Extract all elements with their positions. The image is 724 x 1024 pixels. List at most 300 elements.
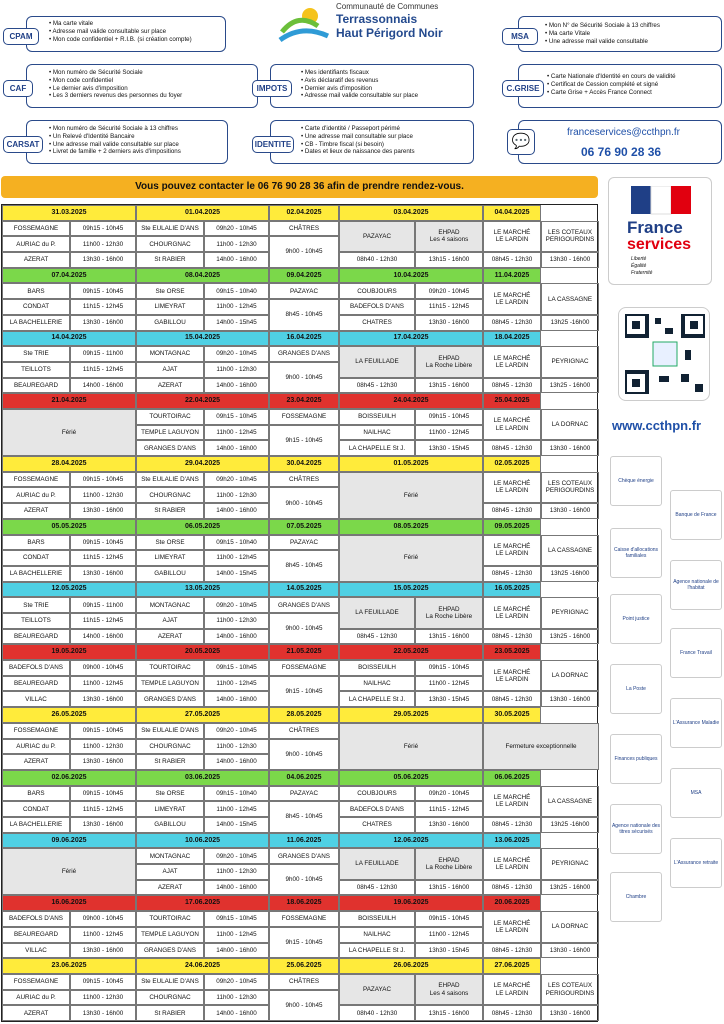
partner-caf: Caisse d'allocations familiales <box>610 528 662 578</box>
commune-cell: BADEFOLS D'ANS <box>2 911 70 927</box>
time-cell: 14h00 - 15h45 <box>204 566 269 582</box>
date-header: 25.06.2025 <box>269 958 339 974</box>
commune-cell: BEAUREGARD <box>2 676 70 692</box>
commune-cell: LA BACHELLERIE <box>2 566 70 582</box>
commune-cell: CHÂTRES <box>269 974 339 990</box>
date-header: 13.05.2025 <box>136 582 269 598</box>
date-header: 10.04.2025 <box>339 268 483 284</box>
date-header: 29.04.2025 <box>136 456 269 472</box>
schedule-table <box>1 204 598 1022</box>
time-cell: 09h20 - 10h45 <box>204 974 269 990</box>
cgrise-item: • Carte Nationale d'Identité en cours de validité <box>547 73 721 81</box>
cell-line: LA DORNAC <box>551 672 589 680</box>
friday-place-cell <box>541 911 599 942</box>
date-header: 08.05.2025 <box>339 519 483 535</box>
impots-item: • Dernier avis d'imposition <box>301 85 473 93</box>
market-cell <box>483 848 541 879</box>
commune-cell: CONDAT <box>2 550 70 566</box>
time-cell: 11h00 - 12h30 <box>204 613 269 629</box>
partner-cheque-energie: Chèque énergie <box>610 456 662 506</box>
label-cgrise: C.GRISE <box>502 80 544 97</box>
commune-cell: MONTAGNAC <box>136 597 204 613</box>
date-header: 21.05.2025 <box>269 644 339 660</box>
appointment-banner: Vous pouvez contacter le 06 76 90 28 36 afin de prendre rendez-vous. <box>1 176 598 198</box>
date-header: 18.06.2025 <box>269 895 339 911</box>
partner-banque-de-france: Banque de France <box>670 490 722 540</box>
time-cell: 13h30 - 16h00 <box>70 566 136 582</box>
time-cell: 9h00 - 10h45 <box>269 864 339 895</box>
friday-place-cell <box>541 786 599 817</box>
time-cell: 14h00 - 16h00 <box>204 1005 269 1021</box>
time-cell: 08h45 - 12h30 <box>483 315 541 331</box>
time-cell: 14h00 - 16h00 <box>204 629 269 645</box>
time-cell: 11h00 - 12h45 <box>204 550 269 566</box>
motto-1: Liberté <box>631 256 647 262</box>
date-header: 11.06.2025 <box>269 833 339 849</box>
commune-cell: BEAUREGARD <box>2 378 70 394</box>
cell-line: LE MARCHÉ <box>493 794 531 802</box>
label-identite: IDENTITE <box>252 136 294 153</box>
commune-cell: BADEFOLS D'ANS <box>2 660 70 676</box>
time-cell: 13h25 -16h00 <box>541 566 599 582</box>
time-cell: 09h15 - 10h40 <box>204 786 269 802</box>
time-cell: 9h00 - 10h45 <box>269 739 339 770</box>
ehpad-cell <box>415 221 483 252</box>
time-cell: 9h00 - 10h45 <box>269 362 339 393</box>
cell-line: LE MARCHÉ <box>493 291 531 299</box>
commune-cell: FOSSEMAGNE <box>2 472 70 488</box>
time-cell: 9h15 - 10h45 <box>269 676 339 707</box>
time-cell: 09h15 - 10h45 <box>415 409 483 425</box>
time-cell: 09h20 - 10h45 <box>204 848 269 864</box>
date-header: 24.04.2025 <box>339 393 483 409</box>
cell-line: PEYRIGNAC <box>551 609 589 617</box>
time-cell: 08h45 - 12h30 <box>483 880 541 896</box>
date-header: 15.04.2025 <box>136 331 269 347</box>
label-impots: IMPOTS <box>252 80 292 97</box>
time-cell: 09h15 - 10h45 <box>70 283 136 299</box>
date-header: 04.04.2025 <box>483 205 541 221</box>
msa-item: • Une adresse mail valide consultable <box>545 38 721 46</box>
cell-line: LE MARCHÉ <box>493 668 531 676</box>
friday-place-cell <box>541 848 599 879</box>
time-cell: 09h15 - 11h00 <box>70 346 136 362</box>
time-cell: 13h30 - 16h00 <box>415 315 483 331</box>
commune-cell: AURIAC du P. <box>2 236 70 252</box>
date-header: 22.04.2025 <box>136 393 269 409</box>
date-header: 07.04.2025 <box>2 268 136 284</box>
time-cell: 13h30 - 16h00 <box>541 1005 599 1021</box>
friday-place-cell <box>541 409 599 440</box>
cell-line: EHPAD <box>438 605 460 613</box>
time-cell: 11h00 - 12h30 <box>204 362 269 378</box>
cell-line: LE MARCHÉ <box>493 480 531 488</box>
time-cell: 09h15 - 10h45 <box>70 535 136 551</box>
commune-cell: COUBJOURS <box>339 786 415 802</box>
caf-item: • Le dernier avis d'imposition <box>49 85 257 93</box>
commune-cell: GRANGES D'ANS <box>136 691 204 707</box>
carsat-item: • Un Relevé d'Identité Bancaire <box>49 133 227 141</box>
date-header: 02.06.2025 <box>2 770 136 786</box>
commune-cell: CHATRES <box>339 315 415 331</box>
time-cell: 11h00 - 12h30 <box>70 990 136 1006</box>
time-cell: 13h30 - 16h00 <box>70 754 136 770</box>
commune-cell: FOSSEMAGNE <box>269 409 339 425</box>
time-cell: 11h00 - 12h30 <box>204 487 269 503</box>
commune-cell: AURIAC du P. <box>2 739 70 755</box>
date-header: 19.06.2025 <box>339 895 483 911</box>
time-cell: 09h20 - 10h45 <box>204 346 269 362</box>
identite-item: • Dates et lieux de naissance des parents <box>301 148 473 156</box>
time-cell: 08h40 - 12h30 <box>339 252 415 268</box>
time-cell: 09h15 - 10h45 <box>70 723 136 739</box>
time-cell: 9h00 - 10h45 <box>269 990 339 1021</box>
time-cell: 14h00 - 16h00 <box>204 880 269 896</box>
time-cell: 13h30 - 15h45 <box>415 440 483 456</box>
time-cell: 09h15 - 10h45 <box>70 974 136 990</box>
identite-item: • Une adresse mail consultable sur place <box>301 133 473 141</box>
commune-cell: PAZAYAC <box>339 221 415 252</box>
caf-item: • Mon numéro de Sécurité Sociale <box>49 69 257 77</box>
friday-place-cell <box>541 660 599 691</box>
date-header: 11.04.2025 <box>483 268 541 284</box>
label-cpam: CPAM <box>3 28 39 45</box>
time-cell: 09h15 - 10h45 <box>415 911 483 927</box>
commune-cell: TEILLOTS <box>2 362 70 378</box>
partner-finances-publiques: Finances publiques <box>610 734 662 784</box>
date-header: 23.05.2025 <box>483 644 541 660</box>
date-header: 30.05.2025 <box>483 707 541 723</box>
marianne-icon <box>631 186 691 216</box>
time-cell: 13h25 - 16h00 <box>541 629 599 645</box>
cell-line: LE LARDIN <box>495 926 529 934</box>
time-cell: 14h00 - 16h00 <box>204 503 269 519</box>
date-header: 16.06.2025 <box>2 895 136 911</box>
cell-line: LE MARCHÉ <box>493 919 531 927</box>
time-cell: 11h00 - 12h45 <box>415 927 483 943</box>
cell-line: LA DORNAC <box>551 923 589 931</box>
cell-line: LE MARCHÉ <box>493 605 531 613</box>
commune-cell: PAZAYAC <box>339 974 415 1005</box>
commune-cell: AZERAT <box>2 1005 70 1021</box>
date-header: 04.06.2025 <box>269 770 339 786</box>
cpam-item: • Mon code confidentiel + R.I.B. (si création compte) <box>49 36 225 44</box>
time-cell: 11h00 - 12h45 <box>415 425 483 441</box>
time-cell: 11h00 - 12h45 <box>204 801 269 817</box>
commune-cell: GRANGES D'ANS <box>136 943 204 959</box>
holiday-cell: Férié <box>2 848 136 895</box>
cell-line: LE MARCHÉ <box>493 982 531 990</box>
carsat-item: • Livret de famille + 2 derniers avis d'impositions <box>49 148 227 156</box>
commune-cell: BEAUREGARD <box>2 927 70 943</box>
commune-cell: TOURTOIRAC <box>136 660 204 676</box>
commune-cell: TEMPLE LAGUYON <box>136 927 204 943</box>
box-impots <box>270 64 474 108</box>
time-cell: 11h00 - 12h30 <box>204 236 269 252</box>
commune-cell: AZERAT <box>136 629 204 645</box>
friday-place-cell <box>541 221 599 252</box>
community-logo <box>278 2 448 46</box>
sunflower-logo-icon <box>278 2 332 46</box>
france-services-line2: services <box>627 236 692 253</box>
website-link[interactable]: www.ccthpn.fr <box>612 418 702 433</box>
cell-line: LE LARDIN <box>495 864 529 872</box>
commune-cell: PAZAYAC <box>269 786 339 802</box>
date-header: 06.05.2025 <box>136 519 269 535</box>
commune-cell: BARS <box>2 283 70 299</box>
date-header: 10.06.2025 <box>136 833 269 849</box>
time-cell: 09h15 - 10h45 <box>415 660 483 676</box>
time-cell: 08h45 - 12h30 <box>483 503 541 519</box>
commune-cell: FOSSEMAGNE <box>2 723 70 739</box>
date-header: 01.05.2025 <box>339 456 483 472</box>
time-cell: 09h15 - 10h45 <box>204 660 269 676</box>
time-cell: 08h45 - 12h30 <box>483 252 541 268</box>
time-cell: 13h25 - 16h00 <box>541 378 599 394</box>
cell-line: LE LARDIN <box>495 487 529 495</box>
time-cell: 11h00 - 12h30 <box>70 739 136 755</box>
date-header: 23.06.2025 <box>2 958 136 974</box>
time-cell: 14h00 - 16h00 <box>204 754 269 770</box>
box-cpam <box>26 16 226 52</box>
market-cell <box>483 221 541 252</box>
time-cell: 9h00 - 10h45 <box>269 236 339 267</box>
time-cell: 11h15 - 12h45 <box>70 299 136 315</box>
time-cell: 13h15 - 16h00 <box>415 378 483 394</box>
time-cell: 14h00 - 16h00 <box>204 943 269 959</box>
ehpad-cell <box>415 974 483 1005</box>
time-cell: 9h15 - 10h45 <box>269 927 339 958</box>
commune-cell: AJAT <box>136 362 204 378</box>
commune-cell: LA BACHELLERIE <box>2 817 70 833</box>
date-header: 26.06.2025 <box>339 958 483 974</box>
commune-cell: Ste TRIE <box>2 346 70 362</box>
commune-cell: PAZAYAC <box>269 283 339 299</box>
time-cell: 13h30 - 15h45 <box>415 691 483 707</box>
cell-line: LE LARDIN <box>495 424 529 432</box>
time-cell: 14h00 - 16h00 <box>204 691 269 707</box>
identite-item: • CB - Timbre fiscal (si besoin) <box>301 141 473 149</box>
commune-cell: MONTAGNAC <box>136 848 204 864</box>
commune-cell: CHOURGNAC <box>136 236 204 252</box>
cell-line: LE MARCHÉ <box>493 229 531 237</box>
time-cell: 11h15 - 12h45 <box>70 801 136 817</box>
commune-cell: Ste TRIE <box>2 597 70 613</box>
time-cell: 11h00 - 12h30 <box>204 864 269 880</box>
time-cell: 11h00 - 12h45 <box>204 927 269 943</box>
market-cell <box>483 346 541 377</box>
cgrise-item: • Carte Grise + Accès France Connect <box>547 89 721 97</box>
commune-cell: NAILHAC <box>339 927 415 943</box>
commune-cell: Ste EULALIE D'ANS <box>136 472 204 488</box>
contact-email[interactable]: franceservices@ccthpn.fr <box>567 127 680 138</box>
carsat-item: • Une adresse mail valide consultable sur place <box>49 141 227 149</box>
time-cell: 13h30 - 16h00 <box>70 1005 136 1021</box>
commune-cell: AJAT <box>136 864 204 880</box>
date-header: 20.06.2025 <box>483 895 541 911</box>
commune-cell: CHOURGNAC <box>136 739 204 755</box>
time-cell: 14h00 - 16h00 <box>204 378 269 394</box>
cell-line: La Roche Libère <box>425 361 473 369</box>
time-cell: 13h25 - 16h00 <box>541 880 599 896</box>
date-header: 28.04.2025 <box>2 456 136 472</box>
commune-cell: AZERAT <box>2 503 70 519</box>
cell-line: LE LARDIN <box>495 989 529 997</box>
time-cell: 08h45 - 12h30 <box>483 817 541 833</box>
time-cell: 13h30 - 16h00 <box>541 252 599 268</box>
date-header: 02.04.2025 <box>269 205 339 221</box>
commune-cell: TEMPLE LAGUYON <box>136 676 204 692</box>
commune-cell: Ste EULALIE D'ANS <box>136 221 204 237</box>
time-cell: 13h30 - 15h45 <box>415 943 483 959</box>
commune-cell: Ste ORSE <box>136 283 204 299</box>
commune-cell: VILLAC <box>2 691 70 707</box>
partner-assurance-retraite: L'Assurance retraite <box>670 838 722 888</box>
time-cell: 11h00 - 12h30 <box>70 236 136 252</box>
date-header: 07.05.2025 <box>269 519 339 535</box>
date-header: 12.06.2025 <box>339 833 483 849</box>
time-cell: 13h30 - 16h00 <box>541 691 599 707</box>
commune-cell: FOSSEMAGNE <box>2 221 70 237</box>
carsat-item: • Mon numéro de Sécurité Sociale à 13 chiffres <box>49 125 227 133</box>
time-cell: 11h00 - 12h30 <box>204 990 269 1006</box>
date-header: 28.05.2025 <box>269 707 339 723</box>
time-cell: 08h40 - 12h30 <box>339 1005 415 1021</box>
time-cell: 11h15 - 12h45 <box>415 299 483 315</box>
commune-cell: FOSSEMAGNE <box>269 660 339 676</box>
commune-cell: AZERAT <box>2 754 70 770</box>
market-cell <box>483 660 541 691</box>
cell-line: LE MARCHÉ <box>493 354 531 362</box>
commune-cell: GRANGES D'ANS <box>269 597 339 613</box>
date-header: 09.05.2025 <box>483 519 541 535</box>
commune-cell: AJAT <box>136 613 204 629</box>
date-header: 27.06.2025 <box>483 958 541 974</box>
time-cell: 8h45 - 10h45 <box>269 550 339 581</box>
caf-item: • Les 3 derniers revenus des personnes du foyer <box>49 92 257 100</box>
date-header: 03.06.2025 <box>136 770 269 786</box>
time-cell: 09h15 - 11h00 <box>70 597 136 613</box>
date-header: 22.05.2025 <box>339 644 483 660</box>
contact-box <box>511 120 722 164</box>
cell-line: EHPAD <box>438 856 460 864</box>
time-cell: 08h45 - 12h30 <box>339 629 415 645</box>
date-header: 06.06.2025 <box>483 770 541 786</box>
time-cell: 09h15 - 10h45 <box>70 786 136 802</box>
time-cell: 14h00 - 15h45 <box>204 315 269 331</box>
time-cell: 08h45 - 12h30 <box>483 943 541 959</box>
cpam-item: • Adresse mail valide consultable sur place <box>49 28 225 36</box>
market-cell <box>483 974 541 1005</box>
cell-line: EHPAD <box>438 229 460 237</box>
commune-cell: AZERAT <box>2 252 70 268</box>
date-header: 12.05.2025 <box>2 582 136 598</box>
france-services-logo <box>608 177 712 285</box>
time-cell: 13h30 - 16h00 <box>541 440 599 456</box>
motto-3: Fraternité <box>631 270 653 276</box>
qr-code[interactable] <box>618 307 710 401</box>
partner-ants: Agence nationale des titres sécurisés <box>610 804 662 854</box>
cell-line: LE LARDIN <box>495 675 529 683</box>
cpam-item: • Ma carte vitale <box>49 20 225 28</box>
commune-cell: TEMPLE LAGUYON <box>136 425 204 441</box>
time-cell: 09h15 - 10h40 <box>204 283 269 299</box>
box-identite <box>270 120 474 164</box>
date-header: 19.05.2025 <box>2 644 136 660</box>
commune-cell: CONDAT <box>2 801 70 817</box>
time-cell: 14h00 - 16h00 <box>204 440 269 456</box>
date-header: 20.05.2025 <box>136 644 269 660</box>
time-cell: 08h45 - 12h30 <box>483 1005 541 1021</box>
cell-line: LE LARDIN <box>495 236 529 244</box>
cell-line: LA DORNAC <box>551 421 589 429</box>
time-cell: 11h15 - 12h45 <box>70 362 136 378</box>
commune-cell: LA BACHELLERIE <box>2 315 70 331</box>
community-name-line1: Terrassonnais <box>336 12 418 26</box>
qr-code-icon <box>625 314 705 394</box>
time-cell: 13h25 -16h00 <box>541 817 599 833</box>
caf-item: • Mon code confidentiel <box>49 77 257 85</box>
date-header: 27.05.2025 <box>136 707 269 723</box>
time-cell: 13h25 -16h00 <box>541 315 599 331</box>
commune-cell: BADEFOLS D'ANS <box>339 801 415 817</box>
commune-cell: BOISSEUILH <box>339 911 415 927</box>
identite-item: • Carte d'identité / Passeport périmé <box>301 125 473 133</box>
holiday-cell: Férié <box>2 409 136 456</box>
time-cell: 11h15 - 12h45 <box>70 613 136 629</box>
holiday-cell: Férié <box>339 535 483 582</box>
time-cell: 09h00 - 10h45 <box>70 911 136 927</box>
time-cell: 9h00 - 10h45 <box>269 613 339 644</box>
time-cell: 13h30 - 16h00 <box>70 315 136 331</box>
date-header: 18.04.2025 <box>483 331 541 347</box>
commune-cell: COUBJOURS <box>339 283 415 299</box>
time-cell: 09h15 - 10h45 <box>204 911 269 927</box>
msa-item: • Ma carte Vitale <box>545 30 721 38</box>
cell-line: Les 4 saisons <box>429 236 469 244</box>
cell-line: EHPAD <box>438 354 460 362</box>
date-header: 24.06.2025 <box>136 958 269 974</box>
commune-cell: St RABIER <box>136 252 204 268</box>
date-header: 17.06.2025 <box>136 895 269 911</box>
contact-phone[interactable]: 06 76 90 28 36 <box>581 145 662 159</box>
time-cell: 13h15 - 16h00 <box>415 252 483 268</box>
friday-place-cell <box>541 346 599 377</box>
time-cell: 13h30 - 16h00 <box>415 817 483 833</box>
friday-place-cell <box>541 472 599 503</box>
time-cell: 11h00 - 12h45 <box>70 676 136 692</box>
time-cell: 08h45 - 12h30 <box>483 566 541 582</box>
box-msa <box>518 16 722 52</box>
date-header: 15.05.2025 <box>339 582 483 598</box>
cell-line: PERIGOURDINS <box>545 989 595 997</box>
time-cell: 11h00 - 12h45 <box>415 676 483 692</box>
commune-cell: BEAUREGARD <box>2 629 70 645</box>
commune-cell: LIMEYRAT <box>136 550 204 566</box>
commune-cell: LA FEUILLADE <box>339 848 415 879</box>
time-cell: 11h15 - 12h45 <box>70 550 136 566</box>
commune-cell: LA FEUILLADE <box>339 597 415 628</box>
label-carsat: CARSAT <box>3 136 43 153</box>
time-cell: 14h00 - 15h45 <box>204 817 269 833</box>
time-cell: 08h45 - 12h30 <box>483 691 541 707</box>
time-cell: 09h20 - 10h45 <box>204 472 269 488</box>
commune-cell: GRANGES D'ANS <box>269 346 339 362</box>
time-cell: 13h30 - 16h00 <box>541 943 599 959</box>
date-header: 25.04.2025 <box>483 393 541 409</box>
date-header: 14.04.2025 <box>2 331 136 347</box>
commune-cell: LIMEYRAT <box>136 801 204 817</box>
